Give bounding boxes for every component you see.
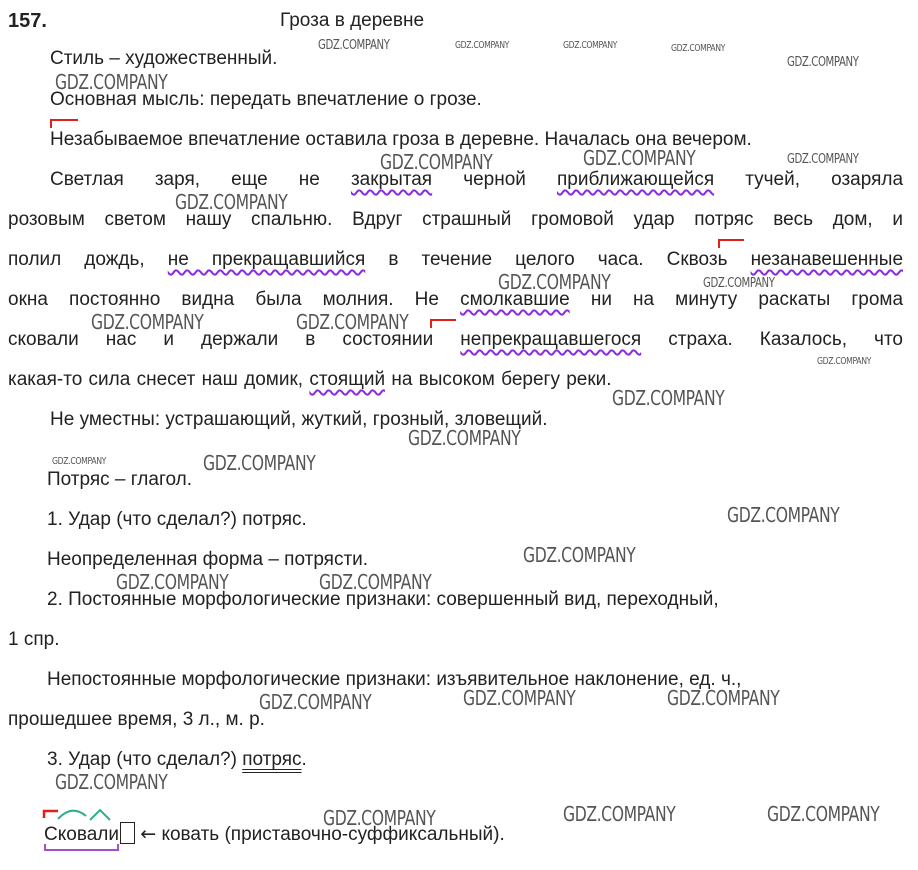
text-fragment: на высоком берегу реки. xyxy=(391,369,612,390)
text-line-4 xyxy=(8,248,903,272)
text-fragment: ни на минуту раскаты грома xyxy=(590,289,904,310)
morph-point-2-cont: 1 спр. xyxy=(8,629,60,650)
watermark: GDZ.COMPANY xyxy=(55,70,168,94)
morph-point-2: 2. Постоянные морфологические признаки: совершенный вид, переходный, xyxy=(47,589,719,610)
morph-point-3 xyxy=(47,748,307,772)
participle-underlined: смолкавшие xyxy=(460,289,570,310)
watermark: GDZ.COMPANY xyxy=(380,150,493,174)
watermark: GDZ.COMPANY xyxy=(91,310,204,334)
watermark: GDZ.COMPANY xyxy=(463,686,576,710)
watermark: GDZ.COMPANY xyxy=(727,503,840,527)
watermark: GDZ.COMPANY xyxy=(116,570,229,594)
participle-underlined: незанавешенные xyxy=(750,249,904,270)
participle-underlined: закрытая xyxy=(350,169,433,190)
text-fragment: 3. Удар (что сделал?) xyxy=(47,749,237,770)
ending-box xyxy=(120,822,135,844)
not-appropriate-line: Не уместны: устрашающий, жуткий, грозный, зловещий. xyxy=(50,409,548,430)
text-line-5 xyxy=(8,288,903,312)
participle-underlined: непрекращавшегося xyxy=(460,329,642,350)
watermark: GDZ.COMPANY xyxy=(523,543,636,567)
watermark: GDZ.COMPANY xyxy=(203,451,316,475)
text-fragment: Светлая заря, еще не xyxy=(50,169,320,190)
exercise-number: 157. xyxy=(8,10,47,32)
watermark: GDZ.COMPANY xyxy=(703,276,775,291)
text-line-3: розовым светом нашу спальню. Вдруг страшный громовой удар потряс весь дом, и xyxy=(8,209,903,230)
watermark: GDZ.COMPANY xyxy=(455,40,510,51)
watermark: GDZ.COMPANY xyxy=(408,426,521,450)
text-fragment: черной xyxy=(463,169,526,190)
watermark: GDZ.COMPANY xyxy=(612,386,725,410)
root-arc xyxy=(58,811,86,819)
text-line-1: Незабываемое впечатление оставила гроза в деревне. Началась она вечером. xyxy=(50,129,752,150)
participle-underlined: приближающейся xyxy=(557,169,715,190)
watermark: GDZ.COMPANY xyxy=(667,686,780,710)
text-fragment: в течение целого часа. Сквозь xyxy=(388,249,728,270)
watermark: GDZ.COMPANY xyxy=(671,43,726,54)
text-line-7 xyxy=(8,368,612,392)
watermark: GDZ.COMPANY xyxy=(55,770,168,794)
text-fragment: . xyxy=(301,749,307,770)
text-fragment: страха. Казалось, что xyxy=(668,329,903,350)
watermark: GDZ.COMPANY xyxy=(323,806,436,830)
watermark: GDZ.COMPANY xyxy=(787,152,859,167)
morph-point-1: 1. Удар (что сделал?) потряс. xyxy=(47,509,307,530)
text-fragment: окна постоянно видна была молния. Не xyxy=(8,289,439,310)
morph-word: Потряс – глагол. xyxy=(47,469,192,490)
morph-nonconstant-cont: прошедшее время, 3 л., м. р. xyxy=(8,709,265,730)
text-fragment: тучей, озаряла xyxy=(745,169,904,190)
morph-nonconstant: Непостоянные морфологические признаки: изъявительное наклонение, ед. ч., xyxy=(47,669,742,690)
text-fragment: какая-то сила снесет наш домик, xyxy=(8,369,304,390)
text-fragment: ковать (приставочно-суффиксальный). xyxy=(161,824,505,845)
participle-underlined: стоящий xyxy=(309,369,386,390)
watermark: GDZ.COMPANY xyxy=(52,456,107,467)
watermark: GDZ.COMPANY xyxy=(319,570,432,594)
arrow-left-icon: ← xyxy=(140,823,157,845)
text-fragment: полил дождь, xyxy=(8,249,145,270)
watermark: GDZ.COMPANY xyxy=(296,310,409,334)
predicate-underlined: потряс xyxy=(242,749,302,770)
morph-infinitive: Неопределенная форма – потрясти. xyxy=(47,549,369,570)
watermark: GDZ.COMPANY xyxy=(787,55,859,70)
word-formation-line xyxy=(44,822,505,847)
watermark: GDZ.COMPANY xyxy=(563,802,676,826)
analyzed-word: Сковали xyxy=(44,824,119,845)
watermark: GDZ.COMPANY xyxy=(583,146,696,170)
watermark: GDZ.COMPANY xyxy=(498,270,611,294)
watermark: GDZ.COMPANY xyxy=(767,802,880,826)
watermark: GDZ.COMPANY xyxy=(318,38,390,53)
suffix-mark xyxy=(90,810,110,820)
watermark: GDZ.COMPANY xyxy=(175,190,288,214)
text-fragment: сковали нас и держали в состоянии xyxy=(8,329,434,350)
prefix-mark xyxy=(44,811,58,818)
main-idea-line: Основная мысль: передать впечатление о грозе. xyxy=(50,89,482,110)
style-line: Стиль – художественный. xyxy=(50,48,278,69)
watermark: GDZ.COMPANY xyxy=(563,40,618,51)
exercise-title: Гроза в деревне xyxy=(280,10,425,31)
watermark: GDZ.COMPANY xyxy=(817,356,872,367)
watermark: GDZ.COMPANY xyxy=(259,690,372,714)
participle-underlined: не прекращавшийся xyxy=(167,249,366,270)
